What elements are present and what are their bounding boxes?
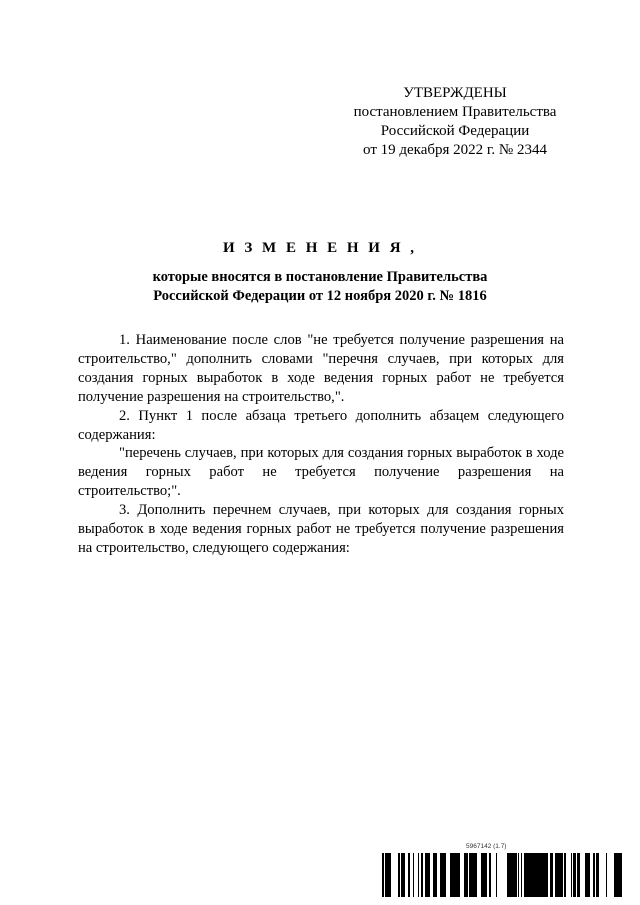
approval-date: от 19 декабря 2022 г. № 2344 [363, 142, 547, 158]
approval-line: Российской Федерации [380, 123, 530, 139]
barcode-icon [382, 853, 622, 897]
barcode-block [382, 843, 622, 899]
approval-line: постановлением Правительства [353, 104, 557, 120]
document-subtitle [0, 268, 640, 306]
paragraph-1: 1. Наименование после слов "не требуется получение разрешения на строительство," дополнить словами "перечня случаев, при которых для создания горных выработок в ходе ведения горных работ не требуется получение разрешения на строительство,". [78, 332, 564, 405]
subtitle-line: Российской Федерации от 12 ноября 2020 г. № 1816 [153, 288, 487, 304]
paragraph-3: 3. Дополнить перечнем случаев, при которых для создания горных выработок в ходе ведения горных работ не требуется получение разрешения на строительство, следующего содержания: [78, 502, 564, 556]
document-title: И З М Е Н Е Н И Я , [222, 240, 418, 256]
barcode-number: 5967142 (1.7) [466, 843, 507, 850]
document-body [78, 331, 564, 558]
paragraph-2: 2. Пункт 1 после абзаца третьего дополнить абзацем следующего содержания: [78, 407, 564, 443]
approval-block [330, 84, 580, 160]
approval-heading: УТВЕРЖДЕНЫ [403, 85, 507, 101]
subtitle-line: которые вносятся в постановление Правительства [152, 269, 488, 285]
paragraph-quote: "перечень случаев, при которых для создания горных выработок в ходе ведения горных работ не требуется получение разрешения на строительство;". [78, 445, 564, 500]
